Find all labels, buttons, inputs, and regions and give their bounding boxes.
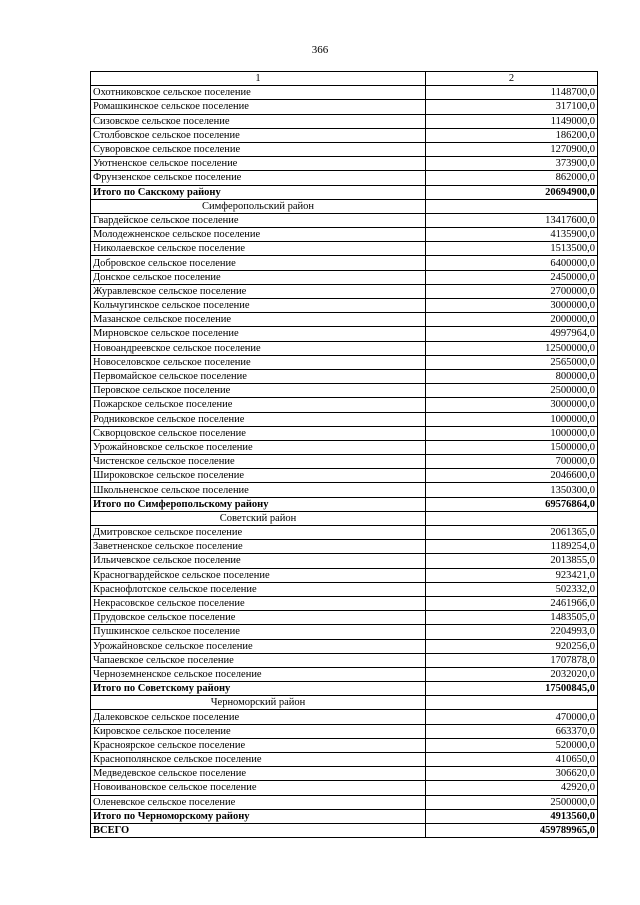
table-row (91, 582, 598, 596)
settlement-name-cell: Столбовское сельское поселение (91, 128, 426, 142)
table-row (91, 426, 598, 440)
settlement-name-cell: Некрасовское сельское поселение (91, 596, 426, 610)
settlement-name-cell: Красногвардейское сельское поселение (91, 568, 426, 582)
table-row (91, 469, 598, 483)
settlement-name-cell: Добровское сельское поселение (91, 256, 426, 270)
table-row (91, 384, 598, 398)
header-row (91, 72, 598, 86)
table-row (91, 554, 598, 568)
page-number: 366 (311, 44, 329, 56)
settlement-name-cell: Медведевское сельское поселение (91, 767, 426, 781)
table-row (91, 526, 598, 540)
settlement-name-cell: Краснофлотское сельское поселение (91, 582, 426, 596)
header-col-2: 2 (426, 72, 598, 86)
table-row (91, 667, 598, 681)
total-row (91, 497, 598, 511)
settlement-name-cell: Советский район (91, 511, 426, 525)
table-row (91, 738, 598, 752)
table-row (91, 100, 598, 114)
amount-cell: 6400000,0 (426, 256, 598, 270)
amount-cell: 3000000,0 (426, 299, 598, 313)
table-row (91, 369, 598, 383)
amount-cell: 42920,0 (426, 781, 598, 795)
section-header-row (91, 511, 598, 525)
settlement-name-cell: Пожарское сельское поселение (91, 398, 426, 412)
amount-cell (426, 696, 598, 710)
total-row (91, 185, 598, 199)
amount-cell: 1148700,0 (426, 86, 598, 100)
table-row (91, 398, 598, 412)
amount-cell: 1513500,0 (426, 242, 598, 256)
amount-cell: 663370,0 (426, 724, 598, 738)
budget-table (90, 71, 598, 838)
settlement-name-cell: Широковское сельское поселение (91, 469, 426, 483)
amount-cell: 2461966,0 (426, 596, 598, 610)
amount-cell: 306620,0 (426, 767, 598, 781)
amount-cell: 923421,0 (426, 568, 598, 582)
amount-cell: 502332,0 (426, 582, 598, 596)
table-row (91, 483, 598, 497)
amount-cell: 1189254,0 (426, 540, 598, 554)
settlement-name-cell: ВСЕГО (91, 823, 426, 837)
table-row (91, 440, 598, 454)
header-col-1: 1 (91, 72, 426, 86)
amount-cell: 2500000,0 (426, 384, 598, 398)
table-row (91, 213, 598, 227)
amount-cell: 459789965,0 (426, 823, 598, 837)
amount-cell: 2204993,0 (426, 625, 598, 639)
settlement-name-cell: Далековское сельское поселение (91, 710, 426, 724)
amount-cell: 1000000,0 (426, 426, 598, 440)
amount-cell: 13417600,0 (426, 213, 598, 227)
settlement-name-cell: Уютненское сельское поселение (91, 157, 426, 171)
settlement-name-cell: Урожайновское сельское поселение (91, 440, 426, 454)
settlement-name-cell: Суворовское сельское поселение (91, 142, 426, 156)
amount-cell: 1483505,0 (426, 611, 598, 625)
settlement-name-cell: Урожайновское сельское поселение (91, 639, 426, 653)
settlement-name-cell: Симферопольский район (91, 199, 426, 213)
table-row (91, 142, 598, 156)
section-header-row (91, 696, 598, 710)
settlement-name-cell: Ильичевское сельское поселение (91, 554, 426, 568)
table-row (91, 724, 598, 738)
table-row (91, 767, 598, 781)
settlement-name-cell: Мазанское сельское поселение (91, 313, 426, 327)
table-row (91, 299, 598, 313)
settlement-name-cell: Дмитровское сельское поселение (91, 526, 426, 540)
total-row (91, 823, 598, 837)
table-row (91, 228, 598, 242)
amount-cell: 862000,0 (426, 171, 598, 185)
amount-cell: 920256,0 (426, 639, 598, 653)
settlement-name-cell: Черноземненское сельское поселение (91, 667, 426, 681)
table-row (91, 455, 598, 469)
total-row (91, 809, 598, 823)
table-row (91, 639, 598, 653)
settlement-name-cell: Ромашкинское сельское поселение (91, 100, 426, 114)
table-row (91, 710, 598, 724)
settlement-name-cell: Скворцовское сельское поселение (91, 426, 426, 440)
table-row (91, 611, 598, 625)
settlement-name-cell: Чистенское сельское поселение (91, 455, 426, 469)
amount-cell: 1707878,0 (426, 653, 598, 667)
settlement-name-cell: Перовское сельское поселение (91, 384, 426, 398)
table-row (91, 795, 598, 809)
amount-cell: 4997964,0 (426, 327, 598, 341)
settlement-name-cell: Гвардейское сельское поселение (91, 213, 426, 227)
table-row (91, 753, 598, 767)
settlement-name-cell: Черноморский район (91, 696, 426, 710)
table-row (91, 596, 598, 610)
amount-cell: 1149000,0 (426, 114, 598, 128)
settlement-name-cell: Чапаевское сельское поселение (91, 653, 426, 667)
settlement-name-cell: Заветненское сельское поселение (91, 540, 426, 554)
amount-cell (426, 199, 598, 213)
amount-cell: 520000,0 (426, 738, 598, 752)
amount-cell: 2565000,0 (426, 355, 598, 369)
amount-cell: 2700000,0 (426, 284, 598, 298)
table-row (91, 128, 598, 142)
amount-cell: 373900,0 (426, 157, 598, 171)
settlement-name-cell: Оленевское сельское поселение (91, 795, 426, 809)
table-row (91, 781, 598, 795)
amount-cell: 1500000,0 (426, 440, 598, 454)
amount-cell: 1350300,0 (426, 483, 598, 497)
table-row (91, 625, 598, 639)
amount-cell: 17500845,0 (426, 682, 598, 696)
table-row (91, 86, 598, 100)
amount-cell: 1000000,0 (426, 412, 598, 426)
settlement-name-cell: Пушкинское сельское поселение (91, 625, 426, 639)
table-row (91, 327, 598, 341)
settlement-name-cell: Новоандреевское сельское поселение (91, 341, 426, 355)
settlement-name-cell: Итого по Черноморскому району (91, 809, 426, 823)
amount-cell: 410650,0 (426, 753, 598, 767)
amount-cell: 800000,0 (426, 369, 598, 383)
settlement-name-cell: Итого по Сакскому району (91, 185, 426, 199)
amount-cell: 2450000,0 (426, 270, 598, 284)
settlement-name-cell: Журавлевское сельское поселение (91, 284, 426, 298)
settlement-name-cell: Сизовское сельское поселение (91, 114, 426, 128)
table-row (91, 270, 598, 284)
table-row (91, 256, 598, 270)
section-header-row (91, 199, 598, 213)
amount-cell: 2000000,0 (426, 313, 598, 327)
amount-cell: 3000000,0 (426, 398, 598, 412)
table-row (91, 653, 598, 667)
amount-cell: 470000,0 (426, 710, 598, 724)
amount-cell: 700000,0 (426, 455, 598, 469)
table-body (91, 72, 598, 838)
settlement-name-cell: Краснополянское сельское поселение (91, 753, 426, 767)
amount-cell: 4913560,0 (426, 809, 598, 823)
table-row (91, 157, 598, 171)
amount-cell: 12500000,0 (426, 341, 598, 355)
settlement-name-cell: Прудовское сельское поселение (91, 611, 426, 625)
amount-cell: 2500000,0 (426, 795, 598, 809)
settlement-name-cell: Охотниковское сельское поселение (91, 86, 426, 100)
amount-cell: 317100,0 (426, 100, 598, 114)
table-row (91, 284, 598, 298)
amount-cell: 2046600,0 (426, 469, 598, 483)
amount-cell: 2061365,0 (426, 526, 598, 540)
settlement-name-cell: Итого по Советскому району (91, 682, 426, 696)
settlement-name-cell: Родниковское сельское поселение (91, 412, 426, 426)
amount-cell: 69576864,0 (426, 497, 598, 511)
settlement-name-cell: Итого по Симферопольскому району (91, 497, 426, 511)
settlement-name-cell: Кольчугинское сельское поселение (91, 299, 426, 313)
table-row (91, 171, 598, 185)
amount-cell (426, 511, 598, 525)
amount-cell: 2032020,0 (426, 667, 598, 681)
settlement-name-cell: Молодежненское сельское поселение (91, 228, 426, 242)
amount-cell: 1270900,0 (426, 142, 598, 156)
total-row (91, 682, 598, 696)
settlement-name-cell: Донское сельское поселение (91, 270, 426, 284)
amount-cell: 186200,0 (426, 128, 598, 142)
settlement-name-cell: Краснoярское сельское поселение (91, 738, 426, 752)
settlement-name-cell: Новоивановское сельское поселение (91, 781, 426, 795)
settlement-name-cell: Кировское сельское поселение (91, 724, 426, 738)
table-row (91, 568, 598, 582)
table-row (91, 114, 598, 128)
table-row (91, 313, 598, 327)
settlement-name-cell: Фрунзенское сельское поселение (91, 171, 426, 185)
table-row (91, 242, 598, 256)
table-row (91, 412, 598, 426)
settlement-name-cell: Мирновское сельское поселение (91, 327, 426, 341)
settlement-name-cell: Николаевское сельское поселение (91, 242, 426, 256)
amount-cell: 4135900,0 (426, 228, 598, 242)
table-row (91, 540, 598, 554)
settlement-name-cell: Школьненское сельское поселение (91, 483, 426, 497)
table-row (91, 341, 598, 355)
amount-cell: 2013855,0 (426, 554, 598, 568)
amount-cell: 20694900,0 (426, 185, 598, 199)
table-row (91, 355, 598, 369)
settlement-name-cell: Первомайское сельское поселение (91, 369, 426, 383)
settlement-name-cell: Новоселовское сельское поселение (91, 355, 426, 369)
